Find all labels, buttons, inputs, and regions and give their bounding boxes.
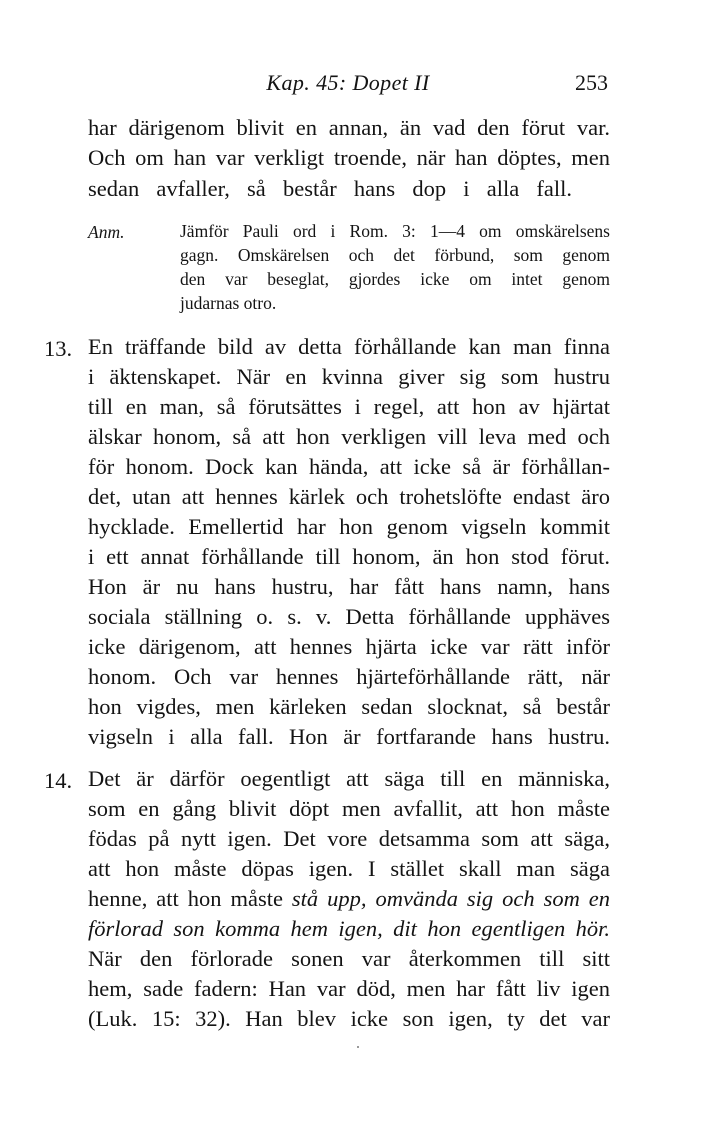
text-line: till en man, så förutsättes i regel, att hon av hjärtat [88, 394, 610, 419]
text-line: Det är därför oegentligt att säga till en människa, [88, 766, 610, 791]
text-line: i äktenskapet. När en kvinna giver sig som hustru [88, 364, 610, 389]
text-line: hem, sade fadern: Han var död, men har fått liv igen [88, 976, 610, 1001]
text-line: När den förlorade sonen var återkommen till sitt [88, 946, 610, 971]
text-line: älskar honom, så att hon verkligen vill leva med och [88, 424, 610, 449]
text-line: för honom. Dock kan hända, att icke så är förhållan- [88, 454, 610, 479]
paragraph-number: 14. [44, 768, 73, 793]
note-line: gagn. Omskärelsen och det förbund, som genom [180, 245, 610, 265]
text-line: Och om han var verkligt troende, när han döptes, men [88, 145, 610, 170]
note-line: judarnas otro. [180, 293, 277, 313]
text-line: hycklade. Emellertid har hon genom vigseln kommit [88, 514, 610, 539]
text-line-italic [88, 914, 610, 943]
text-line: Hon är nu hans hustru, har fått hans namn, hans [88, 574, 610, 599]
text-line: hon vigdes, men kärleken sedan slocknat, så består [88, 694, 610, 719]
note-label: Anm. [88, 222, 125, 242]
text-line: det, utan att hennes kärlek och trohetslöfte endast äro [88, 484, 610, 509]
text-line: honom. Och var hennes hjärteförhållande rätt, när [88, 664, 610, 689]
plain-text: henne, att hon måste [88, 886, 283, 911]
text-line: i ett annat förhållande till honom, än hon stod förut. [88, 544, 610, 569]
text-line: har därigenom blivit en annan, än vad den förut var. [88, 115, 610, 140]
text-line: icke därigenom, att hennes hjärta icke var rätt inför [88, 634, 610, 659]
text-line: som en gång blivit döpt men avfallit, att hon måste [88, 796, 610, 821]
page-header [88, 70, 608, 104]
running-head: Kap. 45: Dopet II [266, 70, 430, 95]
note-line: den var beseglat, gjordes icke om intet genom [180, 269, 610, 289]
italic-text: förlorad son komma hem igen, dit hon egentligen hör. [88, 916, 610, 941]
page-number: 253 [575, 70, 608, 95]
text-line: att hon måste döpas igen. I stället skall man säga [88, 856, 610, 881]
italic-text: stå upp, omvända sig och som en [291, 886, 611, 911]
text-line: födas på nytt igen. Det vore detsamma som att säga, [88, 826, 610, 851]
text-line: vigseln i alla fall. Hon är fortfarande hans hustru. [88, 724, 610, 749]
paragraph-number: 13. [44, 336, 73, 361]
text-line: En träffande bild av detta förhållande kan man finna [88, 334, 610, 359]
note-line: Jämför Pauli ord i Rom. 3: 1—4 om omskärelsens [180, 221, 610, 241]
text-line: sedan avfaller, så består hans dop i alla fall. [88, 176, 572, 201]
print-speck [357, 1046, 359, 1048]
text-line-mixed [88, 884, 610, 913]
text-line: sociala ställning o. s. v. Detta förhållande upphäves [88, 604, 610, 629]
text-line: (Luk. 15: 32). Han blev icke son igen, ty det var [88, 1006, 610, 1031]
